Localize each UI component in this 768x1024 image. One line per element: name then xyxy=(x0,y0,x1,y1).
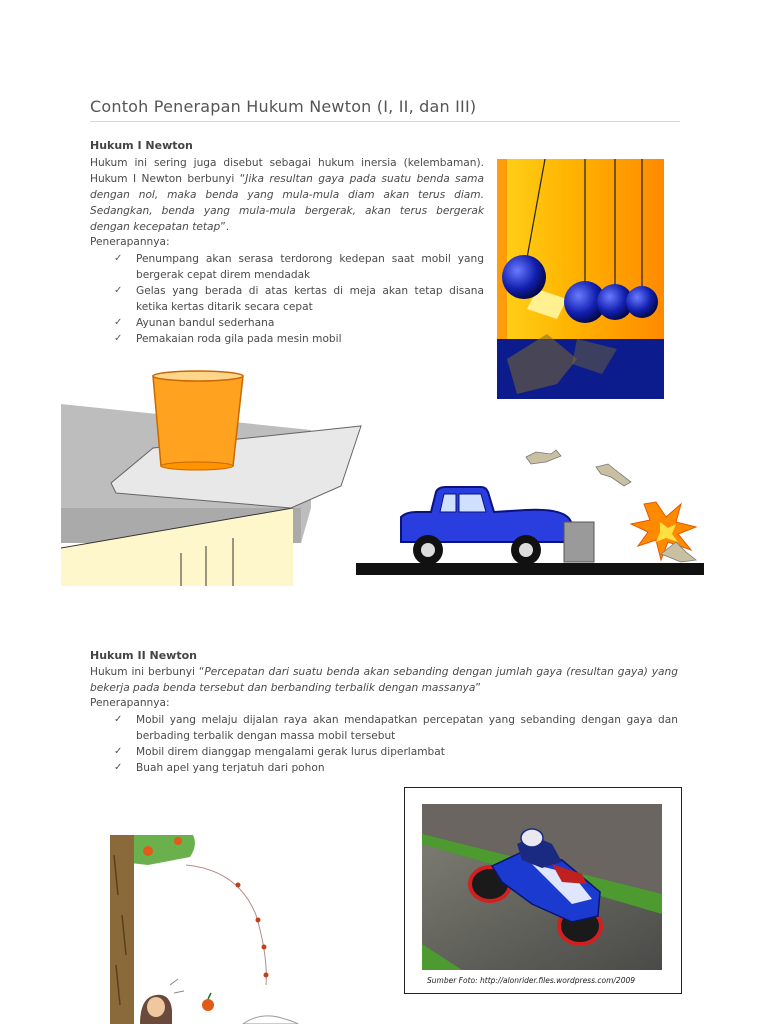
list-item-text: Mobil direm dianggap mengalami gerak lurus diperlambat xyxy=(136,746,445,758)
list-item-text: Mobil yang melaju dijalan raya akan mendapatkan percepatan yang sebanding dengan gaya dan berbading terbalik dengan massa mobil tersebut xyxy=(136,714,678,742)
section1-intro-end: ”. xyxy=(220,221,230,233)
glass-on-paper-illustration xyxy=(61,368,366,586)
check-icon: ✓ xyxy=(114,333,123,344)
section2-applications-list xyxy=(110,712,678,776)
list-item xyxy=(110,315,484,331)
list-item-text: Gelas yang berada di atas kertas di meja akan tetap disana ketika kertas ditarik secara cepat xyxy=(136,285,484,313)
page-title: Contoh Penerapan Hukum Newton (I, II, dan III) xyxy=(90,97,680,122)
check-icon: ✓ xyxy=(114,746,123,757)
motorcycle-photo-frame xyxy=(404,787,682,994)
section1-applications-label: Penerapannya: xyxy=(90,236,170,248)
list-item xyxy=(110,744,678,760)
motorcycle-photo xyxy=(422,804,662,970)
section1-intro xyxy=(90,155,484,235)
check-icon: ✓ xyxy=(114,714,123,725)
section2-applications-label: Penerapannya: xyxy=(90,697,170,709)
section2-law-statement: Percepatan dari suatu benda akan sebanding dengan jumlah gaya (resultan gaya) yang bekerja pada benda tersebut dan berbanding terbalik dengan massanya xyxy=(90,666,678,694)
newtons-cradle-illustration xyxy=(497,159,664,399)
list-item-text: Buah apel yang terjatuh dari pohon xyxy=(136,762,325,774)
list-item xyxy=(110,760,678,776)
list-item xyxy=(110,331,484,347)
photo-caption: Sumber Foto: http://alonrider.files.wordpress.com/2009 xyxy=(427,976,636,985)
list-item-text: Ayunan bandul sederhana xyxy=(136,317,275,329)
section2-intro-start: Hukum ini berbunyi “ xyxy=(90,666,205,678)
car-crash-illustration xyxy=(356,442,704,576)
falling-apple-tree-illustration xyxy=(108,835,308,1024)
section2-intro xyxy=(90,664,678,696)
list-item-text: Pemakaian roda gila pada mesin mobil xyxy=(136,333,342,345)
check-icon: ✓ xyxy=(114,317,123,328)
list-item xyxy=(110,251,484,283)
section1-heading: Hukum I Newton xyxy=(90,139,193,152)
section2-intro-end: ” xyxy=(475,682,481,694)
list-item xyxy=(110,712,678,744)
section1-law-statement: Jika resultan gaya pada suatu benda sama dengan nol, maka benda yang mula-mula diam akan terus diam. Sedangkan, benda yang mula-mula bergerak, akan terus bergerak dengan kecepatan tetap xyxy=(90,173,484,233)
list-item-text: Penumpang akan serasa terdorong kedepan saat mobil yang bergerak cepat direm mendadak xyxy=(136,253,484,281)
section1-intro-start: Hukum ini sering juga disebut sebagai hukum inersia (kelembaman). Hukum I Newton berbunyi “ xyxy=(90,157,484,185)
check-icon: ✓ xyxy=(114,253,123,264)
check-icon: ✓ xyxy=(114,285,123,296)
list-item xyxy=(110,283,484,315)
section2-heading: Hukum II Newton xyxy=(90,649,197,662)
check-icon: ✓ xyxy=(114,762,123,773)
section1-applications-list xyxy=(110,251,484,347)
